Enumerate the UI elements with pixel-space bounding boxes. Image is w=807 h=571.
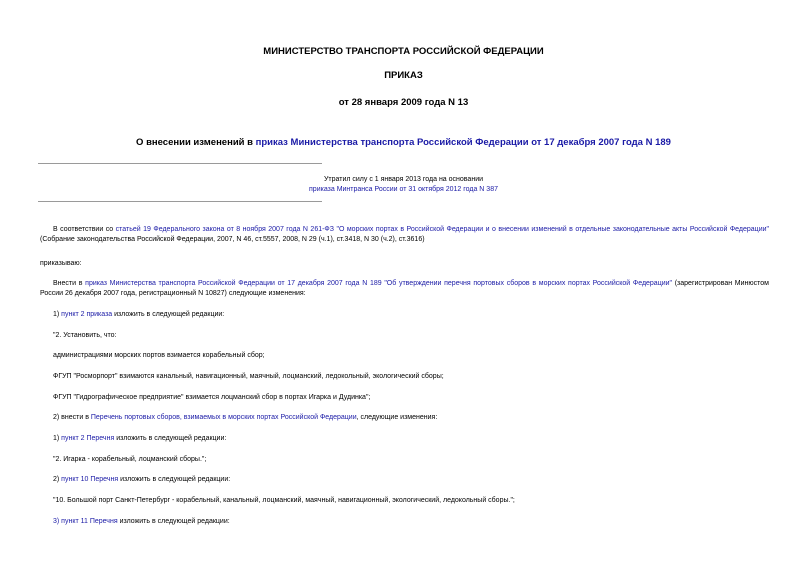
subitem-3-text: изложить в следующей редакции: [117,518,230,525]
subitem-2 [53,475,230,485]
subitem-2-text: изложить в следующей редакции: [118,476,231,483]
order-189-link[interactable]: приказ Министерства транспорта Российской Федерации от 17 декабря 2007 года N 189 "Об утверждении перечня портовых сборов в морских портах Российской Федерации" [85,280,673,287]
harbor-admin-line: администрациями морских портов взимается корабельный сбор; [53,352,265,359]
item-1 [53,310,224,320]
subitem-1-text: изложить в следующей редакции: [114,435,227,442]
divider-bottom [38,201,322,202]
ministry-heading: МИНИСТЕРСТВО ТРАНСПОРТА РОССИЙСКОЙ ФЕДЕРАЦИИ [263,46,544,57]
subitem-1-number: 1) [53,435,62,442]
subitem-3 [53,517,230,527]
repeal-note-line: Утратил силу с 1 января 2013 года на основании [323,176,484,183]
subitem-1 [53,434,226,444]
basis-suffix: (Собрание законодательства Российской Федерации, 2007, N 46, ст.5557, 2008, N 29 (ч.1), ст.3418, N 30 (ч.2), ст.3616) [40,236,425,244]
title-prefix: О внесении изменений в [136,137,256,148]
document-title [0,137,807,148]
order-word: приказываю: [40,260,82,267]
item-1-number: 1) [53,311,62,318]
divider-top [38,163,322,164]
item-2 [53,413,437,423]
list-point-10-link[interactable]: пункт 10 Перечня [61,476,119,483]
item-2-prefix: 2) внести в [53,414,91,421]
document-date-number: от 28 января 2009 года N 13 [338,97,469,108]
paragraph-basis [40,225,769,245]
federal-law-link[interactable]: статьей 19 Федерального закона от 8 ноября 2007 года N 261-ФЗ "О морских портах в Российской Федерации и о внесении изменений в отдельные законодательные акты Российской Федерации" [115,226,769,233]
port-fees-list-link[interactable]: Перечень портовых сборов, взимаемых в морских портах Российской Федерации [90,414,357,421]
list-point-2-link[interactable]: пункт 2 Перечня [61,435,115,442]
document-type: ПРИКАЗ [384,70,423,81]
igarka-line: "2. Игарка - корабельный, лоцманский сборы."; [53,456,207,463]
title-link[interactable]: приказ Министерства транспорта Российской Федерации от 17 декабря 2007 года N 189 [255,137,671,148]
hydrographic-line: ФГУП "Гидрографическое предприятие" взимается лоцманский сбор в портах Игарка и Дудинка"; [53,394,371,401]
list-point-11-link[interactable]: 3) пункт 11 Перечня [53,518,118,525]
rosmorport-line: ФГУП "Росморпорт" взимаются канальный, навигационный, маячный, лоцманский, ледокольный, экологический сборы; [53,373,444,380]
paragraph-amend [40,279,769,299]
quote-start: "2. Установить, что: [53,332,117,339]
subitem-2-number: 2) [53,476,62,483]
amend-suffix: (зарегистрирован Минюстом России 26 декабря 2007 года, регистрационный N 10827) следующие изменения: [40,280,769,298]
repeal-order-link[interactable]: приказа Минтранса России от 31 октября 2012 года N 387 [309,186,498,193]
item-1-link[interactable]: пункт 2 приказа [61,311,113,318]
item-1-text: изложить в следующей редакции: [112,311,225,318]
repeal-note [0,185,807,195]
basis-prefix: В соответствии со [53,226,116,233]
item-2-suffix: , следующие изменения: [356,414,438,421]
amend-prefix: Внести в [53,280,86,287]
spb-line: "10. Большой порт Санкт-Петербург - корабельный, канальный, лоцманский, маячный, навигационный, экологический, ледокольный сборы."; [53,497,515,504]
